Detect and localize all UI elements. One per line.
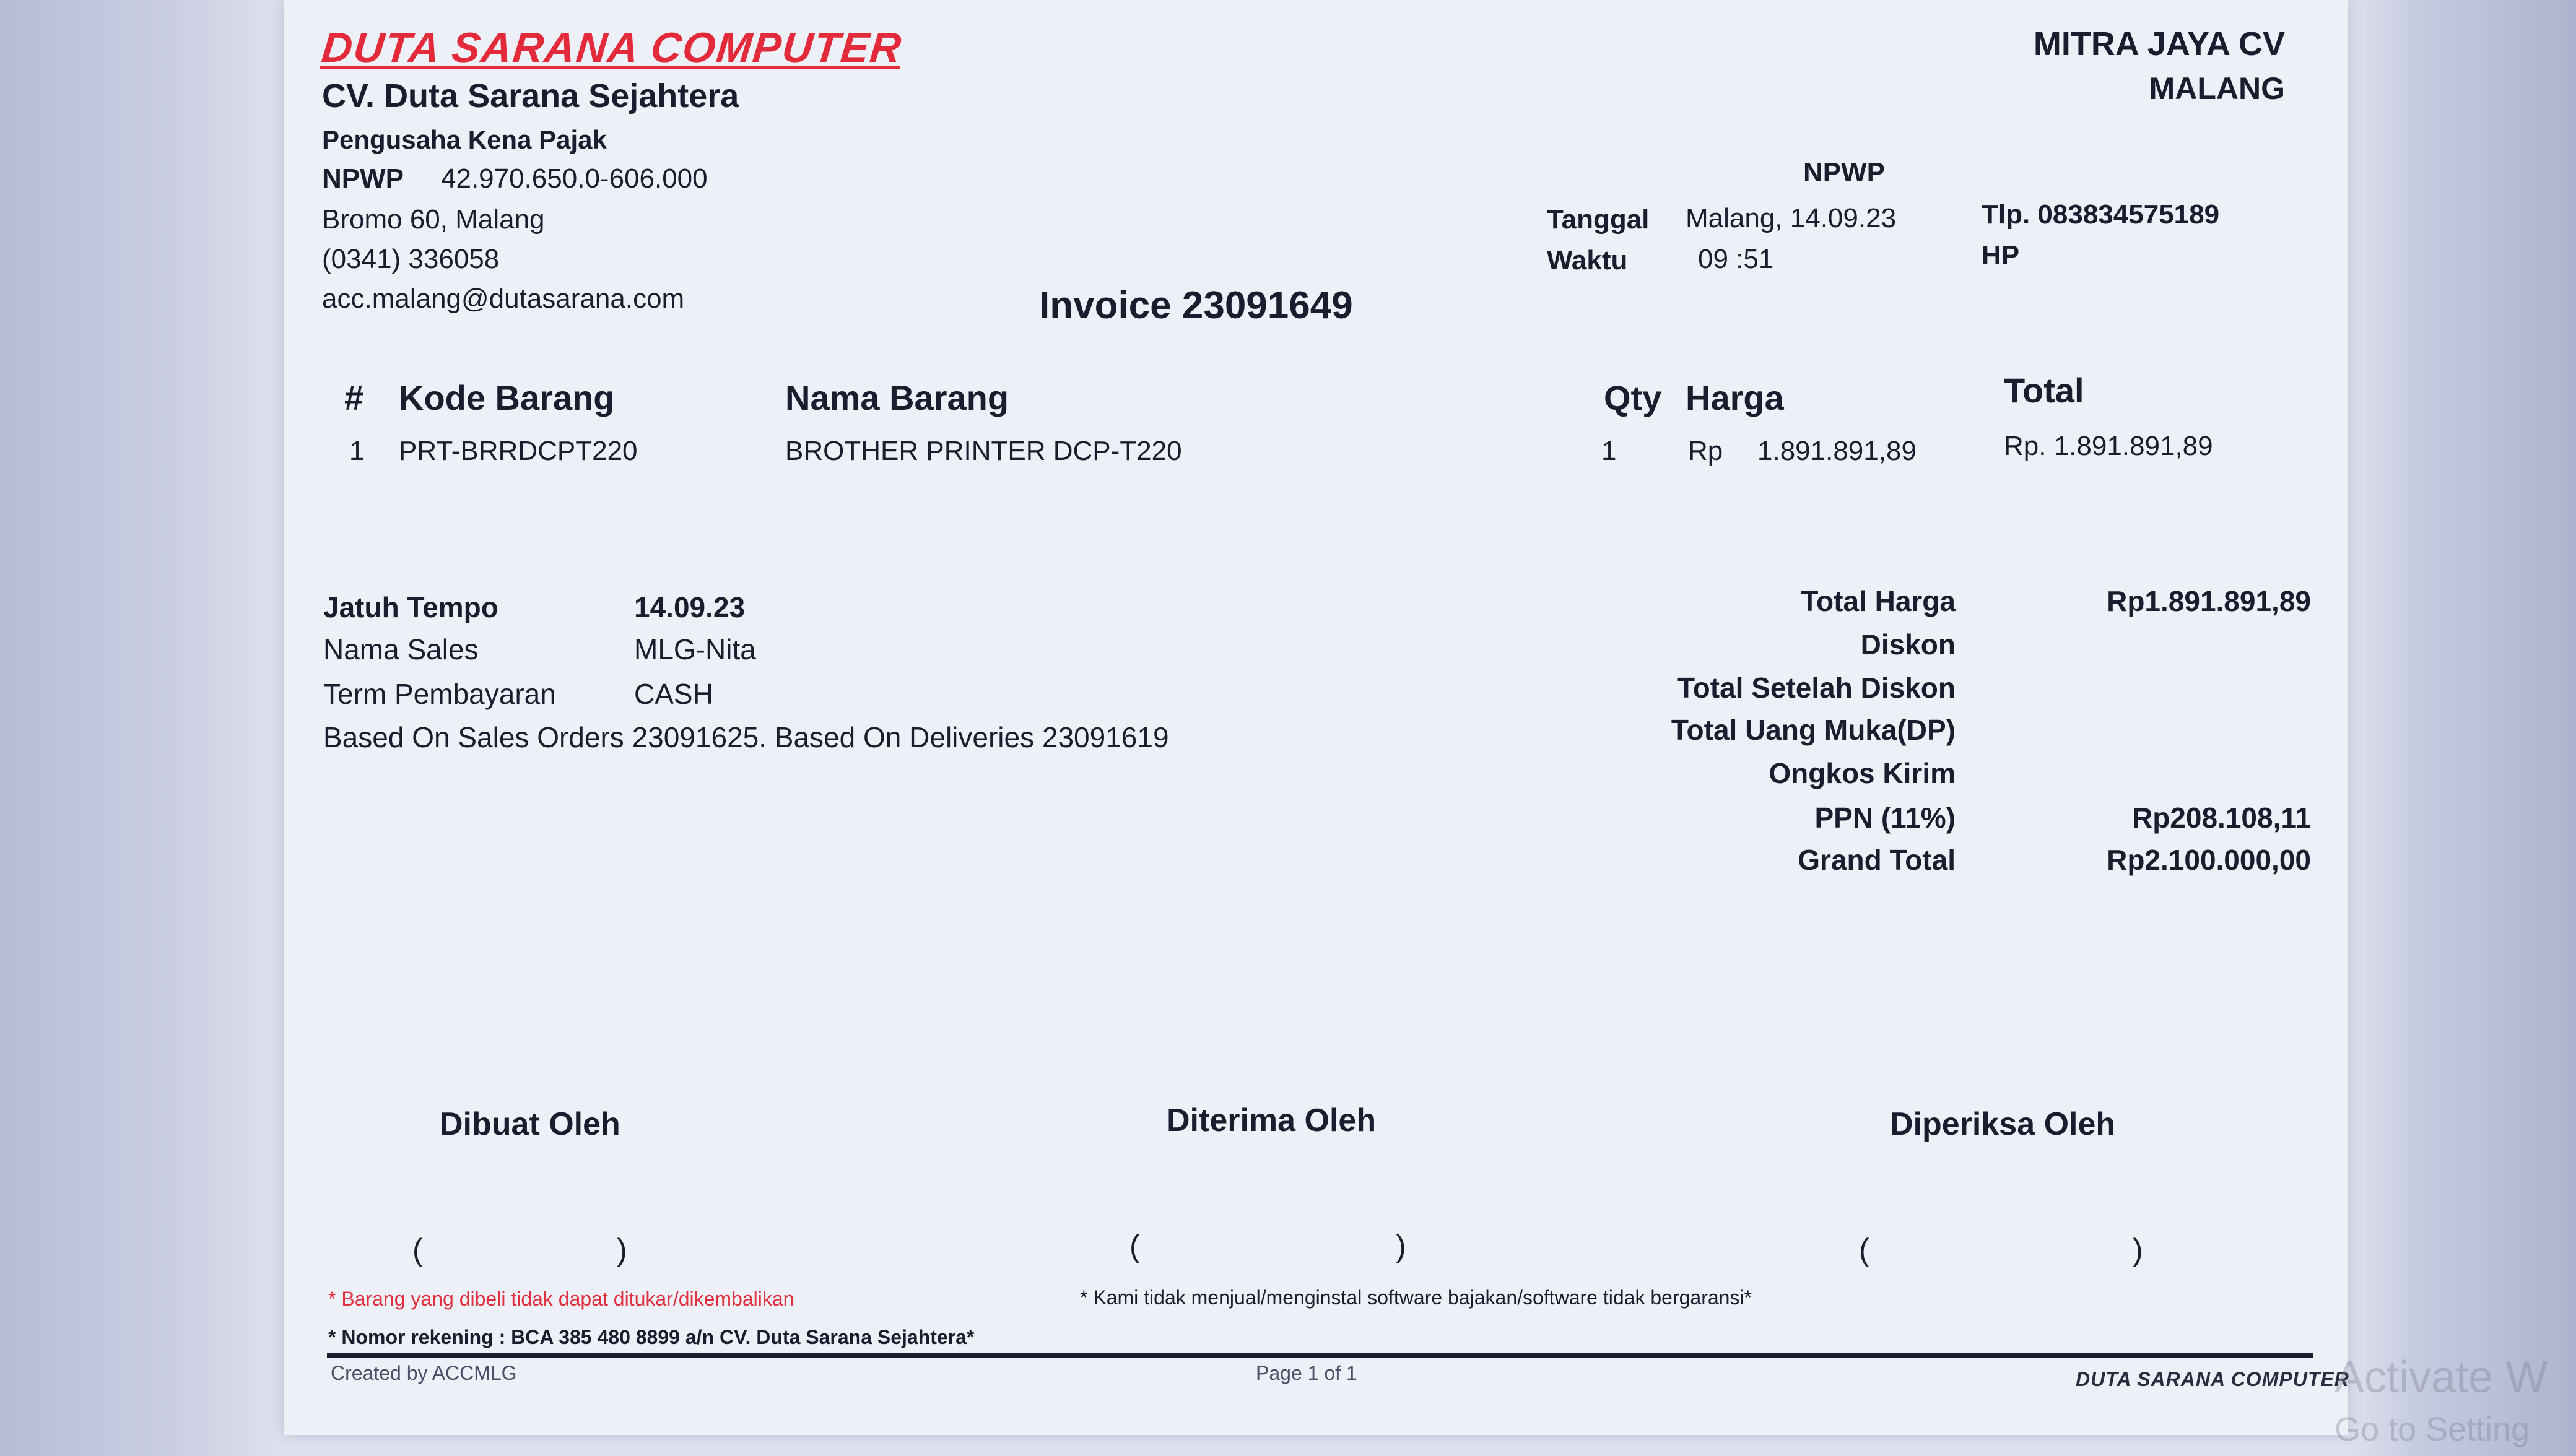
sales-value: MLG-Nita xyxy=(634,633,756,665)
jatuh-tempo-label: Jatuh Tempo xyxy=(323,591,498,623)
row-harga-currency: Rp xyxy=(1688,436,1723,466)
invoice-title: Invoice 23091649 xyxy=(1039,284,1353,327)
customer-phone: Tlp. 083834575189 xyxy=(1982,199,2220,230)
customer-hp-label: HP xyxy=(1982,240,2020,271)
date-label: Tanggal xyxy=(1547,204,1650,235)
seller-phone: (0341) 336058 xyxy=(322,244,500,274)
time-label: Waktu xyxy=(1547,245,1628,275)
pkp-status: Pengusaha Kena Pajak xyxy=(322,125,607,154)
activation-watermark-line2: Go to Setting xyxy=(2334,1411,2530,1448)
seller-npwp-value: 42.970.650.0-606.000 xyxy=(441,163,708,194)
col-header-harga: Harga xyxy=(1686,378,1784,417)
software-note: * Kami tidak menjual/menginstal software bajakan/software tidak bergaransi* xyxy=(1080,1286,1752,1309)
signature-diperiksa-open: ( xyxy=(1859,1233,1869,1267)
row-kode: PRT-BRRDCPT220 xyxy=(399,436,638,466)
seller-email: acc.malang@dutasarana.com xyxy=(322,284,685,314)
setelah-diskon-label: Total Setelah Diskon xyxy=(1677,672,1956,704)
signature-diterima-close: ) xyxy=(1396,1229,1406,1263)
signature-diterima-label: Diterima Oleh xyxy=(1167,1103,1377,1138)
seller-npwp-label: NPWP xyxy=(322,163,404,194)
footer-divider xyxy=(327,1353,2313,1358)
no-return-note: * Barang yang dibeli tidak dapat ditukar/dikembalikan xyxy=(328,1288,794,1310)
grand-total-label: Grand Total xyxy=(1798,844,1956,876)
term-value: CASH xyxy=(634,678,713,710)
row-harga-value: 1.891.891,89 xyxy=(1757,436,1917,466)
signature-diterima-open: ( xyxy=(1129,1229,1140,1263)
signature-dibuat-close: ) xyxy=(617,1233,627,1267)
customer-npwp-label: NPWP xyxy=(1803,157,1885,188)
signature-diperiksa-close: ) xyxy=(2133,1233,2143,1267)
ppn-value: Rp208.108,11 xyxy=(2131,802,2311,834)
company-name: CV. Duta Sarana Sejahtera xyxy=(322,77,739,115)
created-by: Created by ACCMLG xyxy=(331,1362,517,1384)
customer-city: MALANG xyxy=(2149,71,2285,106)
customer-name: MITRA JAYA CV xyxy=(2033,25,2285,63)
ppn-label: PPN (11%) xyxy=(1814,802,1956,834)
signature-dibuat-label: Dibuat Oleh xyxy=(440,1106,620,1142)
seller-address: Bromo 60, Malang xyxy=(322,204,545,235)
term-label: Term Pembayaran xyxy=(323,678,556,710)
diskon-label: Diskon xyxy=(1860,628,1956,661)
row-qty: 1 xyxy=(1601,436,1617,466)
row-nama: BROTHER PRINTER DCP-T220 xyxy=(785,436,1182,466)
col-header-no: # xyxy=(344,378,364,417)
col-header-kode: Kode Barang xyxy=(399,378,615,417)
uang-muka-label: Total Uang Muka(DP) xyxy=(1671,714,1956,746)
jatuh-tempo-value: 14.09.23 xyxy=(634,591,746,623)
company-logo: DUTA SARANA COMPUTER xyxy=(320,24,905,71)
signature-dibuat-open: ( xyxy=(412,1233,423,1267)
col-header-nama: Nama Barang xyxy=(785,378,1009,417)
grand-total-value: Rp2.100.000,00 xyxy=(2107,844,2311,876)
time-value: 09 :51 xyxy=(1698,244,1774,274)
ongkos-kirim-label: Ongkos Kirim xyxy=(1769,757,1956,789)
total-harga-label: Total Harga xyxy=(1801,585,1956,617)
bank-account-note: * Nomor rekening : BCA 385 480 8899 a/n CV. Duta Sarana Sejahtera* xyxy=(328,1326,975,1348)
based-on-note: Based On Sales Orders 23091625. Based On Deliveries 23091619 xyxy=(323,721,1169,753)
page-number: Page 1 of 1 xyxy=(1256,1362,1357,1384)
sales-label: Nama Sales xyxy=(323,633,479,665)
date-value: Malang, 14.09.23 xyxy=(1686,203,1897,233)
col-header-qty: Qty xyxy=(1604,378,1662,417)
col-header-total: Total xyxy=(2004,371,2084,410)
footer-logo: DUTA SARANA COMPUTER xyxy=(2076,1368,2349,1390)
row-total: Rp. 1.891.891,89 xyxy=(2004,431,2213,461)
activation-watermark-line1: Activate W xyxy=(2334,1353,2548,1402)
total-harga-value: Rp1.891.891,89 xyxy=(2107,585,2311,617)
signature-diperiksa-label: Diperiksa Oleh xyxy=(1890,1106,2116,1142)
row-no: 1 xyxy=(349,436,365,466)
